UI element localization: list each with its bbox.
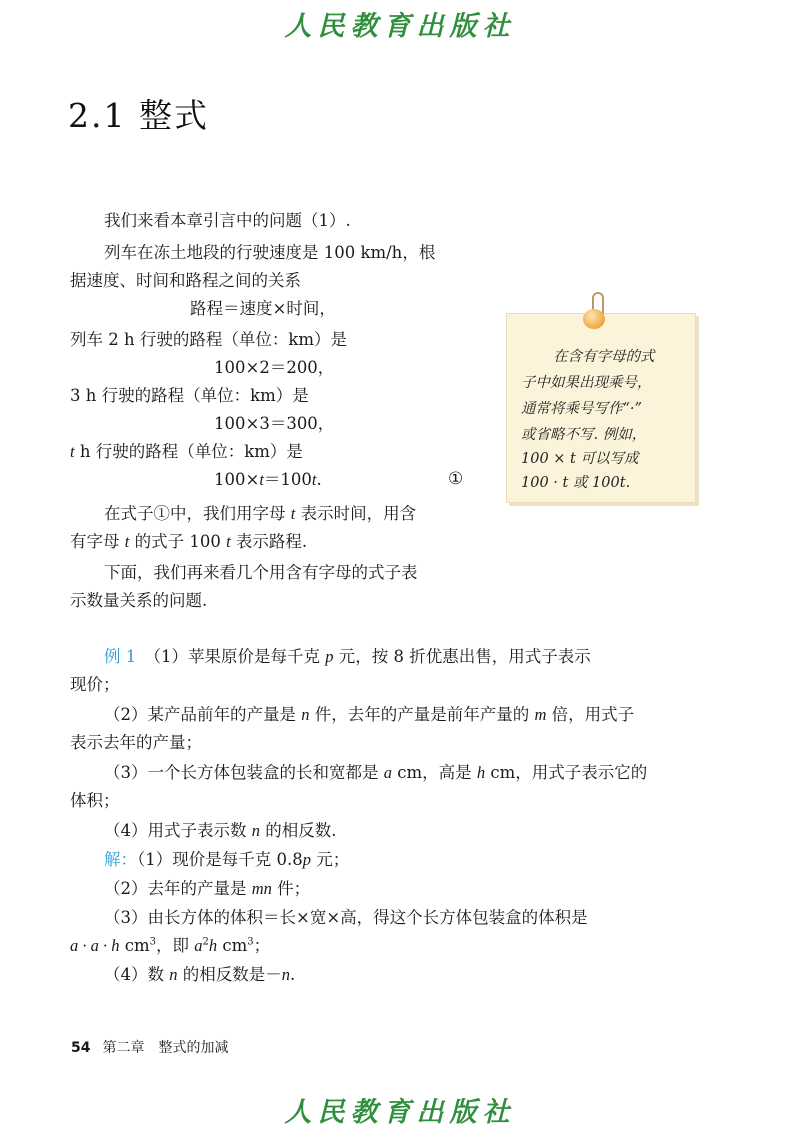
intro-paragraph-2a: 列车在冻土地段的行驶速度是 100 km/h，根 xyxy=(104,243,436,262)
var-n: n xyxy=(169,965,178,984)
text-part: （2）去年的产量是 xyxy=(104,879,252,898)
text-part: ，即 xyxy=(156,936,195,955)
var-a: a xyxy=(194,936,203,955)
text-part: ； xyxy=(253,936,271,955)
intro-paragraph-5b: 示数量关系的问题. xyxy=(70,591,208,610)
var-t: t xyxy=(570,451,576,467)
equation-300: 100×3＝300， xyxy=(214,414,335,433)
text-part: cm xyxy=(217,936,248,955)
example-1-q1-cont: 现价； xyxy=(70,675,120,694)
text-part: 或 100 xyxy=(568,475,620,491)
chapter-title: 第二章 整式的加减 xyxy=(102,1040,229,1056)
example-1-q4 xyxy=(104,820,337,842)
var-t: t xyxy=(124,532,130,551)
note-line-5 xyxy=(521,448,638,470)
text-part: cm，用式子表示它的 xyxy=(485,763,648,782)
text-part: 件，去年的产量是前年产量的 xyxy=(309,705,535,724)
intro-paragraph-2b: 据速度、时间和路程之间的关系 xyxy=(70,271,301,290)
text-part: （4）数 xyxy=(104,965,170,984)
text-part: 可以写成 xyxy=(575,451,639,467)
text-part: （3）一个长方体包装盒的长和宽都是 xyxy=(104,763,384,782)
solution-3-cont xyxy=(70,935,270,957)
var-t: t xyxy=(562,475,569,491)
var-p: p xyxy=(325,647,334,666)
text-part: 100 · xyxy=(521,475,563,491)
solution-2 xyxy=(104,878,310,900)
publisher-header: 人民教育出版社 xyxy=(284,11,516,42)
page-number: 54 xyxy=(71,1040,91,1056)
intro-paragraph-3 xyxy=(104,503,416,525)
var-t: t xyxy=(259,470,264,489)
eq-part: 100× xyxy=(214,470,260,489)
note-card xyxy=(506,313,696,503)
text-part: （2）某产品前年的产量是 xyxy=(104,705,302,724)
publisher-footer: 人民教育出版社 xyxy=(284,1097,516,1128)
var-h: h xyxy=(208,936,218,955)
var-aah: a · a · h xyxy=(70,936,120,955)
text-part: （1）现价是每千克 0.8 xyxy=(137,850,303,869)
example-label: 例 1 xyxy=(104,647,137,666)
intro-paragraph-1: 我们来看本章引言中的问题（1）. xyxy=(104,211,351,230)
var-t: t xyxy=(70,442,75,461)
example-1-q3-cont: 体积； xyxy=(70,791,120,810)
equation-100t xyxy=(214,469,322,491)
example-1-q1 xyxy=(104,646,591,668)
text-part: . xyxy=(290,965,296,984)
example-1-q2 xyxy=(104,704,634,726)
var-m: m xyxy=(534,705,547,724)
text-part: 的相反数. xyxy=(260,821,337,840)
note-line-1: 在含有字母的式 xyxy=(553,349,655,365)
page-footer xyxy=(71,1037,228,1057)
var-t: t xyxy=(619,475,626,491)
text-part: 的相反数是－ xyxy=(177,965,282,984)
solution-1 xyxy=(104,849,349,871)
equation-200: 100×2＝200， xyxy=(214,358,335,377)
text-part: （1）苹果原价是每千克 xyxy=(152,647,326,666)
note-line-2: 子中如果出现乘号， xyxy=(521,375,652,391)
var-p: p xyxy=(302,850,311,869)
text-part: 倍，用式子 xyxy=(546,705,635,724)
exponent: 3 xyxy=(149,936,157,948)
exponent: 2 xyxy=(202,936,209,948)
solution-3: （3）由长方体的体积＝长×宽×高，得这个长方体包装盒的体积是 xyxy=(104,908,588,927)
intro-line-th xyxy=(70,441,303,463)
var-n: n xyxy=(251,821,260,840)
text-part: . xyxy=(625,475,631,491)
note-line-4: 或省略不写. 例如， xyxy=(521,427,647,443)
equation-number: ① xyxy=(448,469,464,489)
var-t: t xyxy=(290,504,296,523)
var-mn: mn xyxy=(251,879,272,898)
text-part: 100 × xyxy=(521,451,571,467)
var-t: t xyxy=(226,532,231,551)
note-line-6 xyxy=(521,472,630,494)
eq-part: ＝100 xyxy=(263,470,312,489)
solution-4 xyxy=(104,964,295,986)
formula-distance: 路程＝速度×时间， xyxy=(190,299,336,318)
var-n: n xyxy=(301,705,310,724)
text-part: （4）用式子表示数 xyxy=(104,821,252,840)
intro-paragraph-4 xyxy=(70,531,307,553)
text-part: 表示路程. xyxy=(230,532,308,551)
var-h: h xyxy=(476,763,486,782)
var-t: t xyxy=(311,470,317,489)
intro-line-3h: 3 h 行驶的路程（单位：km）是 xyxy=(70,386,309,405)
intro-line-2h: 列车 2 h 行驶的路程（单位：km）是 xyxy=(70,330,348,349)
text-part: 表示时间，用含 xyxy=(295,504,417,523)
exponent: 3 xyxy=(247,936,254,948)
solution-label: 解： xyxy=(104,850,137,869)
text-part: 元，按 8 折优惠出售，用式子表示 xyxy=(333,647,591,666)
intro-paragraph-5a: 下面，我们再来看几个用含有字母的式子表 xyxy=(104,563,418,582)
example-1-q2-cont: 表示去年的产量； xyxy=(70,733,202,752)
eq-part: . xyxy=(316,470,322,489)
note-line-3: 通常将乘号写作“·” xyxy=(521,401,642,417)
text-part: 在式子①中，我们用字母 xyxy=(104,504,291,523)
example-1-q3 xyxy=(104,762,647,784)
intro-line-th-text: h 行驶的路程（单位：km）是 xyxy=(74,442,303,461)
var-n: n xyxy=(281,965,290,984)
pushpin-icon xyxy=(583,309,605,329)
text-part: cm，高是 xyxy=(392,763,477,782)
text-part: 件； xyxy=(271,879,311,898)
text-part: 元； xyxy=(310,850,350,869)
section-title: 2.1 整式 xyxy=(68,96,209,135)
text-part: 有字母 xyxy=(70,532,125,551)
text-part: 的式子 100 xyxy=(129,532,227,551)
var-a: a xyxy=(383,763,392,782)
text-part: cm xyxy=(119,936,150,955)
